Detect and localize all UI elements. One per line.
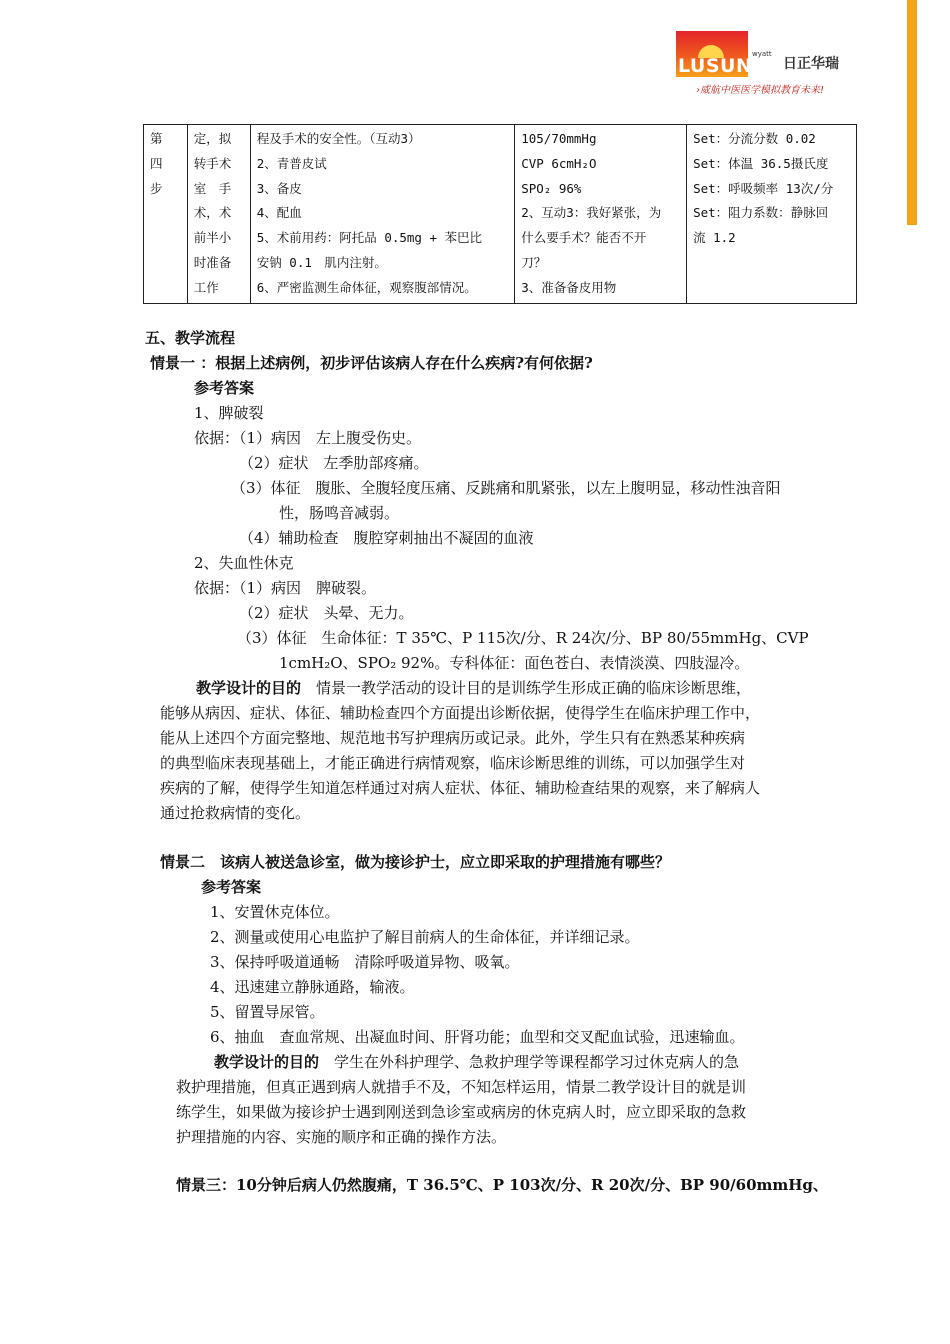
s2-item-2: 2、测量或使用心电监护了解目前病人的生命体征，并详细记录。 [210, 928, 640, 946]
logo-wyatt: wyatt [752, 50, 772, 58]
scenario1-title: 情景一 ：根据上述病例，初步评估该病人存在什么疾病?有何依据? [150, 354, 593, 372]
s1-design-label: 教学设计的目的 [196, 679, 302, 697]
s2-design-label: 教学设计的目的 [214, 1053, 320, 1071]
s1-answer-1: 1、脾破裂 [194, 404, 264, 422]
setting-line: Set：分流分数 0.02 [693, 131, 816, 146]
s2-item-6: 6、抽血 查血常规、出凝血时间、肝肾功能；血型和交叉配血试验，迅速输血。 [210, 1028, 745, 1046]
table-row [144, 125, 857, 304]
action-line: 安钠 0.1 肌内注射。 [256, 254, 387, 270]
s2-item-5: 5、留置导尿管。 [210, 1003, 325, 1021]
setting-line: Set：体温 36.5摄氏度 [693, 155, 829, 171]
scenario3-title: 情景三：10分钟后病人仍然腹痛，T 36.5℃、P 103次/分、R 20次/分、BP 90/60mmHg、 [176, 1176, 828, 1194]
scenario2-ref-label: 参考答案 [201, 878, 262, 896]
logo-brand: LUSUN [678, 55, 753, 77]
s2-item-1: 1、安置休克体位。 [210, 903, 340, 921]
s2-design-text: 学生在外科护理学、急救护理学等课程都学习过休克病人的急 [319, 1053, 740, 1071]
action-line: 6、严密监测生命体征，观察腹部情况。 [256, 279, 477, 295]
s1-basis-1-3a: （3）体征 腹胀、全腹轻度压痛、反跳痛和肌紧张，以左上腹明显，移动性浊音阳 [231, 479, 781, 497]
s1-basis-1: 依据：（1）病因 左上腹受伤史。 [194, 429, 422, 447]
settings-cell [687, 125, 857, 304]
action-line: 2、青普皮试 [256, 155, 327, 171]
s2-design-line-1 [214, 1052, 739, 1072]
s2-item-3: 3、保持呼吸道通畅 清除呼吸道异物、吸氧。 [210, 953, 520, 971]
right-accent-bar [907, 0, 917, 225]
s1-design-line-6: 通过抢救病情的变化。 [160, 804, 311, 822]
lusun-logo [676, 31, 851, 101]
step-label: 第 四 步 [150, 131, 163, 196]
response-line: 3、准备备皮用物 [521, 279, 617, 295]
s2-design-line-3: 练学生，如果做为接诊护士遇到刚送到急诊室或病房的休克病人时，应立即采取的急救 [176, 1103, 747, 1121]
task-cell [187, 125, 250, 304]
s2-design-line-4: 护理措施的内容、实施的顺序和正确的操作方法。 [176, 1128, 507, 1146]
response-line: 105/70mmHg [521, 131, 597, 146]
setting-line: 流 1.2 [693, 230, 736, 246]
step-cell [144, 125, 188, 304]
s1-design-line-4: 的典型临床表现基础上，才能正确进行病情观察，临床诊断思维的训练，可以加强学生对 [160, 754, 746, 772]
s1-basis-2-3b: 1cmH₂O、SPO₂ 92%。专科体征：面色苍白、表情淡漠、四肢湿冷。 [279, 654, 750, 672]
setting-line: Set：呼吸频率 13次/分 [693, 180, 834, 196]
s1-basis-2-2: （2）症状 头晕、无力。 [239, 604, 414, 622]
s1-basis-1-2: （2）症状 左季肋部疼痛。 [239, 454, 429, 472]
logo-slogan: ›威航中医医学模拟教育未来! [696, 85, 825, 96]
task-text: 定，拟 转手术 室 手 术，术 前半小 时准备 工作 [193, 131, 232, 295]
s1-design-line-1 [196, 678, 751, 698]
scenario2-title: 情景二 该病人被送急诊室，做为接诊护士，应立即采取的护理措施有哪些？ [160, 853, 671, 871]
s1-basis-1-4: （4）辅助检查 腹腔穿刺抽出不凝固的血液 [239, 529, 534, 547]
s2-item-4: 4、迅速建立静脉通路，输液。 [210, 978, 415, 996]
logo-cn-name: 日正华瑞 [783, 56, 839, 72]
s1-design-line-3: 能从上述四个方面完整地、规范地书写护理病历或记录。此外，学生只有在熟悉某种疾病 [160, 729, 746, 747]
scenario1-ref-label: 参考答案 [194, 379, 255, 397]
s2-design-line-2: 救护理措施，但真正遇到病人就措手不及，不知怎样运用，情景二教学设计目的就是训 [176, 1078, 747, 1096]
response-line: 2、互动3：我好紧张，为 [521, 205, 662, 221]
actions-cell [250, 125, 514, 304]
step-table [143, 124, 857, 304]
response-line: 什么要手术？能否不开 [521, 230, 647, 246]
s1-answer-2: 2、失血性休克 [194, 554, 294, 572]
s1-basis-1-3b: 性，肠鸣音减弱。 [279, 504, 400, 522]
response-line: SPO₂ 96% [521, 180, 582, 196]
action-line: 5、术前用药：阿托品 0.5mg + 苯巴比 [256, 230, 483, 246]
s1-basis-2-3a: （3）体征 生命体征：T 35℃、P 115次/分、R 24次/分、BP 80/55mmHg、CVP [237, 629, 809, 647]
responses-cell [515, 125, 687, 304]
s1-design-text: 情景一教学活动的设计目的是训练学生形成正确的临床诊断思维， [301, 679, 752, 697]
action-line: 4、配血 [256, 205, 302, 221]
setting-line: Set：阻力系数：静脉回 [693, 205, 829, 221]
response-line: 刀？ [521, 254, 547, 270]
response-line: CVP 6cmH₂O [521, 155, 597, 171]
logo-mark [676, 31, 753, 77]
s1-design-line-2: 能够从病因、症状、体征、辅助检查四个方面提出诊断依据，使得学生在临床护理工作中， [160, 704, 761, 722]
s1-basis-2: 依据：（1）病因 脾破裂。 [194, 579, 377, 597]
section-title: 五、教学流程 [145, 329, 236, 347]
s1-design-line-5: 疾病的了解，使得学生知道怎样通过对病人症状、体征、辅助检查结果的观察，来了解病人 [160, 779, 761, 797]
action-line: 程及手术的安全性。（互动3） [256, 131, 421, 146]
action-line: 3、备皮 [256, 180, 302, 196]
